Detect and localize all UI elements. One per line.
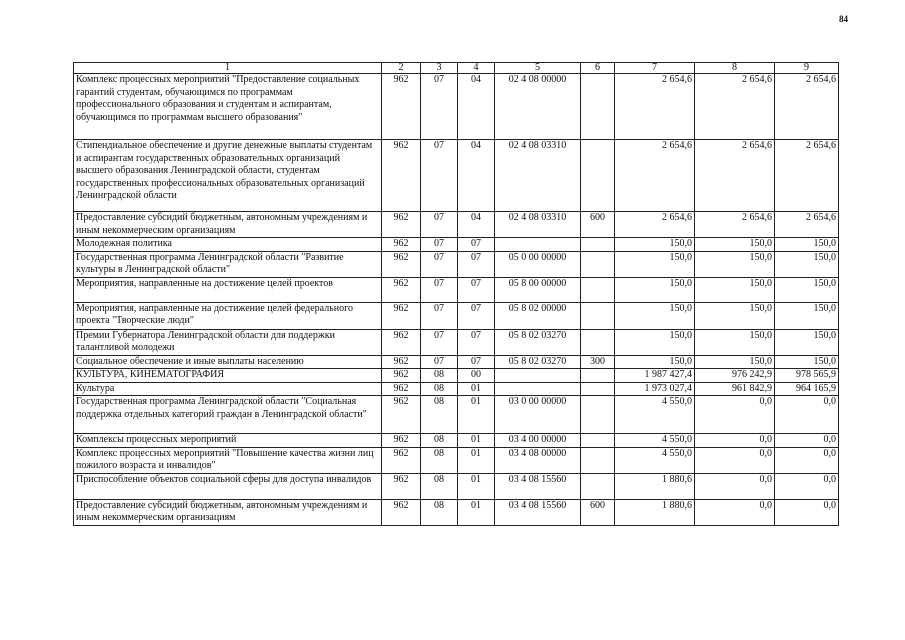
cell-year3: 0,0	[775, 473, 839, 499]
cell-year1: 1 880,6	[615, 473, 695, 499]
cell-year1: 1 973 027,4	[615, 382, 695, 396]
page-number: 84	[839, 14, 848, 24]
table-row	[74, 302, 839, 329]
cell-year1: 4 550,0	[615, 396, 695, 434]
cell-target: 02 4 08 00000	[495, 74, 581, 140]
row-name: Стипендиальное обеспечение и другие денежные выплаты студентам и аспирантам государственных образовательных организаций высшего образования Ленинградской области, студентам государственных профессиональных образовательных организаций Ленинградской области	[74, 140, 382, 212]
cell-target: 05 8 02 00000	[495, 302, 581, 329]
cell-target: 05 0 00 00000	[495, 251, 581, 277]
cell-year1: 150,0	[615, 277, 695, 302]
cell-year1: 150,0	[615, 355, 695, 369]
cell-ministry: 962	[382, 74, 421, 140]
table-row	[74, 329, 839, 355]
cell-target: 02 4 08 03310	[495, 212, 581, 238]
cell-section: 07	[421, 355, 458, 369]
cell-subsection: 04	[458, 140, 495, 212]
cell-ministry: 962	[382, 369, 421, 383]
table-row	[74, 355, 839, 369]
cell-subsection: 01	[458, 499, 495, 525]
cell-subsection: 07	[458, 302, 495, 329]
cell-ministry: 962	[382, 499, 421, 525]
table-row	[74, 499, 839, 525]
table-row	[74, 473, 839, 499]
cell-subsection: 07	[458, 238, 495, 252]
cell-section: 07	[421, 329, 458, 355]
cell-target	[495, 369, 581, 383]
cell-year3: 150,0	[775, 329, 839, 355]
cell-subsection: 07	[458, 329, 495, 355]
cell-target: 05 8 00 00000	[495, 277, 581, 302]
table-row	[74, 238, 839, 252]
cell-year1: 4 550,0	[615, 447, 695, 473]
header-cell: 5	[495, 63, 581, 74]
cell-year3: 150,0	[775, 302, 839, 329]
row-name: Государственная программа Ленинградской области "Развитие культуры в Ленинградской области"	[74, 251, 382, 277]
cell-expense-type	[581, 277, 615, 302]
cell-ministry: 962	[382, 447, 421, 473]
header-cell: 3	[421, 63, 458, 74]
cell-year1: 2 654,6	[615, 212, 695, 238]
cell-expense-type	[581, 302, 615, 329]
cell-section: 07	[421, 74, 458, 140]
cell-section: 07	[421, 277, 458, 302]
cell-section: 07	[421, 238, 458, 252]
header-cell: 4	[458, 63, 495, 74]
cell-year3: 0,0	[775, 447, 839, 473]
cell-year3: 2 654,6	[775, 140, 839, 212]
cell-ministry: 962	[382, 302, 421, 329]
cell-subsection: 01	[458, 434, 495, 448]
row-name: Комплекс процессных мероприятий "Повышение качества жизни лиц пожилого возраста и инвалидов"	[74, 447, 382, 473]
cell-subsection: 04	[458, 212, 495, 238]
row-name: Предоставление субсидий бюджетным, автономным учреждениям и иным некоммерческим организациям	[74, 499, 382, 525]
cell-year3: 150,0	[775, 251, 839, 277]
cell-subsection: 07	[458, 251, 495, 277]
cell-year2: 961 842,9	[695, 382, 775, 396]
cell-year2: 2 654,6	[695, 140, 775, 212]
cell-year2: 150,0	[695, 355, 775, 369]
cell-target: 03 4 00 00000	[495, 434, 581, 448]
cell-subsection: 00	[458, 369, 495, 383]
cell-year2: 150,0	[695, 238, 775, 252]
cell-year2: 0,0	[695, 396, 775, 434]
cell-year3: 2 654,6	[775, 74, 839, 140]
cell-year2: 0,0	[695, 499, 775, 525]
cell-year3: 150,0	[775, 355, 839, 369]
cell-year2: 150,0	[695, 329, 775, 355]
cell-target	[495, 382, 581, 396]
cell-year2: 2 654,6	[695, 212, 775, 238]
cell-year2: 150,0	[695, 251, 775, 277]
cell-year3: 150,0	[775, 238, 839, 252]
cell-year1: 150,0	[615, 238, 695, 252]
cell-year2: 150,0	[695, 302, 775, 329]
cell-year3: 150,0	[775, 277, 839, 302]
cell-target	[495, 238, 581, 252]
table-row	[74, 434, 839, 448]
cell-ministry: 962	[382, 251, 421, 277]
row-name: Предоставление субсидий бюджетным, автономным учреждениям и иным некоммерческим организациям	[74, 212, 382, 238]
cell-ministry: 962	[382, 382, 421, 396]
cell-year2: 0,0	[695, 434, 775, 448]
row-name: Социальное обеспечение и иные выплаты населению	[74, 355, 382, 369]
cell-year2: 150,0	[695, 277, 775, 302]
cell-expense-type: 600	[581, 212, 615, 238]
cell-target: 05 8 02 03270	[495, 329, 581, 355]
row-name: Мероприятия, направленные на достижение целей проектов	[74, 277, 382, 302]
cell-expense-type	[581, 329, 615, 355]
cell-year1: 4 550,0	[615, 434, 695, 448]
cell-expense-type	[581, 369, 615, 383]
cell-ministry: 962	[382, 396, 421, 434]
cell-section: 08	[421, 499, 458, 525]
cell-section: 07	[421, 140, 458, 212]
table-row	[74, 396, 839, 434]
cell-year3: 0,0	[775, 434, 839, 448]
cell-section: 07	[421, 212, 458, 238]
cell-ministry: 962	[382, 329, 421, 355]
row-name: Приспособление объектов социальной сферы для доступа инвалидов	[74, 473, 382, 499]
cell-ministry: 962	[382, 434, 421, 448]
cell-expense-type	[581, 140, 615, 212]
cell-ministry: 962	[382, 212, 421, 238]
row-name: Культура	[74, 382, 382, 396]
row-name: Государственная программа Ленинградской области "Социальная поддержка отдельных категорий граждан в Ленинградской области"	[74, 396, 382, 434]
cell-year3: 0,0	[775, 396, 839, 434]
cell-section: 08	[421, 473, 458, 499]
cell-expense-type: 300	[581, 355, 615, 369]
cell-target: 02 4 08 03310	[495, 140, 581, 212]
cell-ministry: 962	[382, 473, 421, 499]
header-cell: 9	[775, 63, 839, 74]
cell-subsection: 07	[458, 277, 495, 302]
row-name: Премии Губернатора Ленинградской области для поддержки талантливой молодежи	[74, 329, 382, 355]
cell-section: 08	[421, 382, 458, 396]
cell-year2: 0,0	[695, 473, 775, 499]
cell-year1: 1 987 427,4	[615, 369, 695, 383]
cell-ministry: 962	[382, 277, 421, 302]
cell-year3: 964 165,9	[775, 382, 839, 396]
cell-year1: 2 654,6	[615, 140, 695, 212]
cell-year1: 150,0	[615, 251, 695, 277]
header-cell: 2	[382, 63, 421, 74]
cell-section: 07	[421, 251, 458, 277]
cell-year1: 150,0	[615, 302, 695, 329]
table-row	[74, 277, 839, 302]
cell-year2: 976 242,9	[695, 369, 775, 383]
cell-subsection: 01	[458, 396, 495, 434]
cell-ministry: 962	[382, 140, 421, 212]
cell-year1: 2 654,6	[615, 74, 695, 140]
header-cell: 7	[615, 63, 695, 74]
cell-subsection: 01	[458, 447, 495, 473]
cell-year1: 1 880,6	[615, 499, 695, 525]
cell-expense-type	[581, 251, 615, 277]
row-name: КУЛЬТУРА, КИНЕМАТОГРАФИЯ	[74, 369, 382, 383]
cell-subsection: 01	[458, 382, 495, 396]
table-row	[74, 447, 839, 473]
cell-expense-type: 600	[581, 499, 615, 525]
table-row	[74, 251, 839, 277]
cell-expense-type	[581, 238, 615, 252]
cell-target: 05 8 02 03270	[495, 355, 581, 369]
cell-subsection: 01	[458, 473, 495, 499]
cell-ministry: 962	[382, 355, 421, 369]
table-row	[74, 369, 839, 383]
header-cell: 6	[581, 63, 615, 74]
cell-expense-type	[581, 434, 615, 448]
cell-section: 08	[421, 369, 458, 383]
table-row	[74, 74, 839, 140]
row-name: Молодежная политика	[74, 238, 382, 252]
header-cell: 8	[695, 63, 775, 74]
cell-year3: 978 565,9	[775, 369, 839, 383]
cell-section: 08	[421, 447, 458, 473]
cell-section: 07	[421, 302, 458, 329]
cell-expense-type	[581, 382, 615, 396]
cell-subsection: 07	[458, 355, 495, 369]
row-name: Мероприятия, направленные на достижение целей федерального проекта "Творческие люди"	[74, 302, 382, 329]
cell-expense-type	[581, 473, 615, 499]
row-name: Комплексы процессных мероприятий	[74, 434, 382, 448]
cell-expense-type	[581, 396, 615, 434]
table-row	[74, 140, 839, 212]
header-row	[74, 63, 839, 74]
cell-target: 03 4 08 15560	[495, 473, 581, 499]
cell-year3: 0,0	[775, 499, 839, 525]
cell-subsection: 04	[458, 74, 495, 140]
cell-expense-type	[581, 447, 615, 473]
row-name: Комплекс процессных мероприятий "Предоставление социальных гарантий студентам, обучающимся по программам профессионального образования и студентам и аспирантам, обучающимся по программам высшего образования"	[74, 74, 382, 140]
cell-year1: 150,0	[615, 329, 695, 355]
cell-year2: 0,0	[695, 447, 775, 473]
cell-expense-type	[581, 74, 615, 140]
cell-year3: 2 654,6	[775, 212, 839, 238]
table-row	[74, 382, 839, 396]
cell-target: 03 4 08 00000	[495, 447, 581, 473]
cell-target: 03 4 08 15560	[495, 499, 581, 525]
cell-section: 08	[421, 396, 458, 434]
cell-year2: 2 654,6	[695, 74, 775, 140]
budget-table	[73, 62, 839, 526]
cell-section: 08	[421, 434, 458, 448]
cell-ministry: 962	[382, 238, 421, 252]
header-cell: 1	[74, 63, 382, 74]
table-row	[74, 212, 839, 238]
cell-target: 03 0 00 00000	[495, 396, 581, 434]
